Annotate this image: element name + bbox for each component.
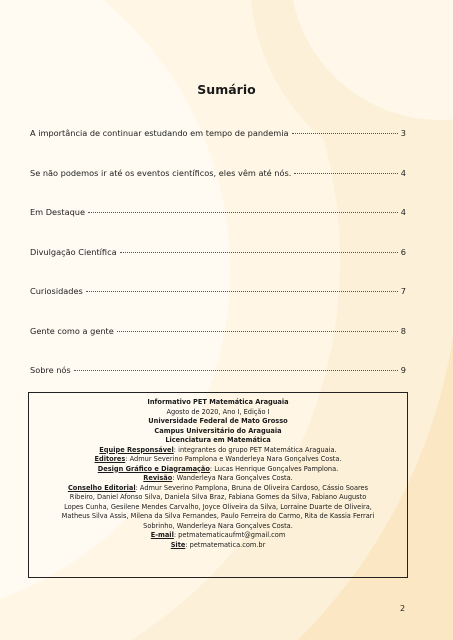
editors-label: Editores: [94, 455, 126, 463]
email-label: E-mail: [150, 531, 174, 539]
credits-site: Site: petmatematica.com.br: [170, 540, 266, 549]
page-title: Sumário: [197, 82, 256, 97]
credits-council-line: Conselho Editorial: Admur Severino Pamplona, Bruna de Oliveira Cardoso, Cássio Soares: [67, 483, 369, 492]
team-label: Equipe Responsável: [99, 445, 174, 454]
toc-leader-dots: [74, 370, 398, 371]
credits-campus: Campus Universitário do Araguaia: [154, 426, 282, 435]
page-number: 2: [400, 604, 406, 613]
credits-council-line: Ribeiro, Daniel Afonso Silva, Daniela Silva Braz, Fabiana Gomes da Silva, Fabiano Augusto: [69, 493, 367, 501]
credits-university: Universidade Federal de Mato Grosso: [148, 417, 288, 425]
toc-item-label: Em Destaque: [30, 207, 86, 217]
toc-item-page: 8: [400, 325, 406, 336]
toc-leader-dots: [292, 133, 398, 134]
credits-review: Revisão: Wanderleya Nara Gonçalves Costa.: [143, 474, 293, 482]
toc-item[interactable]: [30, 128, 406, 168]
credits-editors: Editores: Admur Severino Pamplona e Wanderleya Nara Gonçalves Costa.: [94, 455, 342, 463]
table-of-contents: [30, 128, 406, 405]
toc-item-label: Gente como a gente: [30, 325, 114, 336]
credits-design: Design Gráfico e Diagramação: Lucas Henrique Gonçalves Pamplona.: [97, 464, 339, 473]
site-label: Site: [170, 540, 186, 549]
toc-item-page: 3: [400, 128, 406, 138]
credits-box: [28, 392, 408, 578]
credits-edition: Agosto de 2020, Ano I, Edição I: [166, 407, 270, 416]
design-label: Design Gráfico e Diagramação: [97, 464, 210, 473]
toc-item-label: Curiosidades: [30, 286, 83, 296]
toc-leader-dots: [117, 331, 398, 332]
council-text: Admur Severino Pamplona, Bruna de Oliveira Cardoso, Cássio Soares: [139, 483, 369, 492]
toc-item-page: 9: [400, 365, 406, 375]
toc-item[interactable]: [30, 207, 406, 247]
toc-leader-dots: [120, 252, 398, 253]
toc-item[interactable]: [30, 286, 406, 326]
credits-team: Equipe Responsável: integrantes do grupo PET Matemática Araguaia.: [99, 445, 337, 454]
toc-leader-dots: [294, 173, 397, 174]
credits-council-line: Matheus Silva Assis, Milena da Silva Fernandes, Paulo Ferreira do Carmo, Rita de Kassia Ferrari: [61, 512, 375, 520]
credits-course: Licenciatura em Matemática: [165, 436, 271, 444]
credits-council-line: Sobrinho, Wanderleya Nara Gonçalves Costa.: [143, 521, 293, 530]
credits-heading: Informativo PET Matemática Araguaia: [147, 398, 289, 406]
email-link[interactable]: petmatematicaufmt@gmail.com: [178, 531, 286, 539]
toc-item[interactable]: [30, 168, 406, 208]
credits-council-line: Lopes Cunha, Gesilene Mendes Carvalho, Joyce Oliveira da Silva, Lorraine Duarte de Oliveira,: [64, 502, 372, 511]
team-value: integrantes do grupo PET Matemática Araguaia.: [178, 445, 337, 454]
site-link[interactable]: petmatematica.com.br: [189, 540, 266, 549]
council-label: Conselho Editorial: [67, 483, 136, 492]
toc-item-page: 7: [400, 286, 406, 296]
toc-item[interactable]: [30, 247, 406, 287]
design-value: Lucas Henrique Gonçalves Pamplona.: [214, 464, 339, 473]
toc-item-label: Divulgação Científica: [30, 246, 117, 257]
toc-item-label: Se não podemos ir até os eventos científicos, eles vêm até nós.: [30, 167, 292, 178]
toc-item[interactable]: [30, 326, 406, 366]
toc-item-page: 6: [400, 246, 406, 257]
toc-item-page: 4: [400, 207, 406, 217]
review-label: Revisão: [143, 474, 173, 482]
review-value: Wanderleya Nara Gonçalves Costa.: [176, 474, 293, 482]
toc-item-label: A importância de continuar estudando em tempo de pandemia: [30, 128, 289, 138]
editors-value: Admur Severino Pamplona e Wanderleya Nara Gonçalves Costa.: [129, 455, 342, 463]
credits-email: E-mail: petmatematicaufmt@gmail.com: [150, 531, 286, 539]
toc-leader-dots: [88, 212, 398, 213]
toc-item-label: Sobre nós: [30, 365, 71, 375]
toc-leader-dots: [86, 291, 398, 292]
toc-item-page: 4: [400, 167, 406, 178]
